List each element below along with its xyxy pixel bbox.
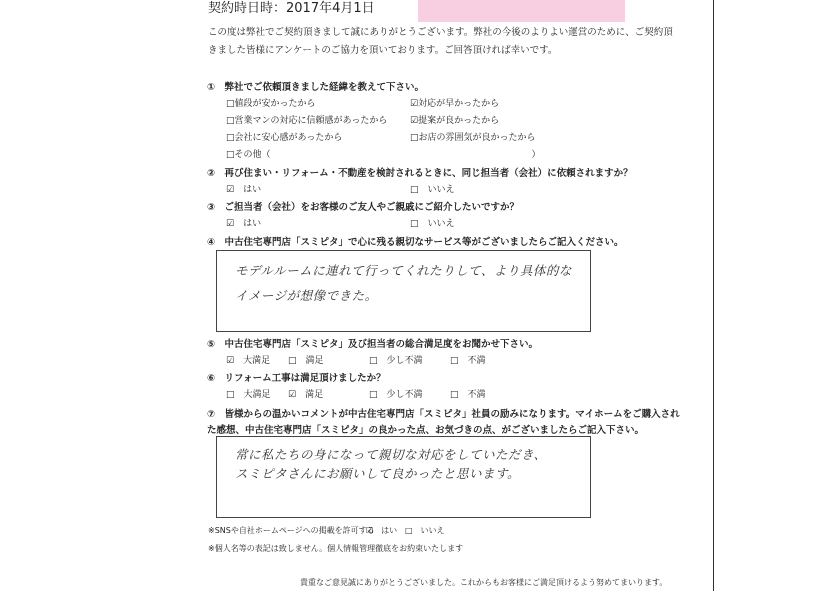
q3-yes[interactable]: ☑ はい	[226, 219, 262, 229]
q7-answer-line-1: 常に私たちの身になって親切な対応をしていただき、	[235, 447, 547, 462]
q5-dissatisfied[interactable]: □ 不満	[450, 356, 486, 366]
intro-line-1: この度は弊社でご契約頂きまして誠にありがとうございます。弊社の今後のよりよい運営のために、ご契約頂	[208, 27, 673, 38]
q6-satisfied[interactable]: ☑ 満足	[288, 390, 324, 400]
q6-very-satisfied[interactable]: □ 大満足	[226, 390, 271, 400]
q2-question: ② 再び住まい・リフォーム・不動産を検討されるときに、同じ担当者（会社）に依頼されますか？	[207, 168, 633, 179]
q5-question: ⑤ 中古住宅専門店「スミピタ」及び担当者の総合満足度をお聞かせ下さい。	[207, 339, 539, 350]
q1-option-proposal[interactable]: ☑提案が良かったから	[410, 116, 500, 126]
q1-option-fast[interactable]: ☑対応が早かったから	[410, 99, 500, 109]
q5-very-satisfied[interactable]: ☑ 大満足	[226, 356, 271, 366]
q7-question-line-1: ⑦ 皆様からの温かいコメントが中古住宅専門店「スミピタ」社員の励みになります。マイホームをご購入され	[207, 409, 680, 420]
q2-yes[interactable]: ☑ はい	[226, 185, 262, 195]
q7-answer-box[interactable]	[216, 436, 591, 518]
q6-slightly-dissatisfied[interactable]: □ 少し不満	[369, 390, 423, 400]
privacy-note: ※個人名等の表記は致しません。個人情報管理徹底をお約束いたします	[208, 544, 464, 553]
q7-answer-line-2: スミピタさんにお願いして良かったと思います。	[235, 466, 521, 481]
q4-answer-line-2: イメージが想像できた。	[235, 288, 378, 303]
intro-line-2: きました皆様にアンケートのご協力を頂いております。ご回答頂ければ幸いです。	[208, 45, 558, 56]
q4-answer-box[interactable]	[216, 250, 591, 332]
q6-question: ⑥ リフォーム工事は満足頂けましたか？	[207, 373, 386, 384]
sns-permission-note: ※SNSや自社ホームページへの掲載を許可する	[208, 526, 375, 535]
q1-question: ① 弊社でご依頼頂きました経緯を教えて下さい。	[207, 82, 425, 93]
q4-answer-line-1: モデルルームに連れて行ってくれたりして、より具体的な	[235, 263, 572, 278]
sns-no[interactable]: □ いいえ	[405, 526, 445, 535]
q1-option-atmosphere[interactable]: □お店の雰囲気が良かったから	[410, 133, 536, 143]
q1-option-company[interactable]: □会社に安心感があったから	[226, 133, 343, 143]
q7-question-line-2: た感想、中古住宅専門店「スミピタ」の良かった点、お気づきの点、がございましたらご記入下さい。	[207, 425, 645, 436]
pink-highlight	[418, 0, 625, 22]
sns-yes[interactable]: ☑ はい	[366, 526, 398, 535]
q4-question: ④ 中古住宅専門店「スミピタ」で心に残る親切なサービス等がございましたらご記入ください。	[207, 237, 624, 248]
q1-option-price[interactable]: □値段が安かったから	[226, 99, 316, 109]
footer-thanks: 貴重なご意見誠にありがとうございました。これからもお客様にご満足頂けるよう努めてまいります。	[300, 578, 668, 587]
q5-satisfied[interactable]: □ 満足	[288, 356, 324, 366]
q3-no[interactable]: □ いいえ	[410, 219, 455, 229]
page-edge-line	[713, 0, 714, 591]
q3-question: ③ ご担当者（会社）をお客様のご友人やご親戚にご紹介したいですか？	[207, 202, 520, 213]
q2-no[interactable]: □ いいえ	[410, 185, 455, 195]
q1-option-trust[interactable]: □営業マンの対応に信頼感があったから	[226, 116, 388, 126]
q6-dissatisfied[interactable]: □ 不満	[450, 390, 486, 400]
q1-option-other[interactable]: □その他（ ）	[226, 150, 541, 160]
q5-slightly-dissatisfied[interactable]: □ 少し不満	[369, 356, 423, 366]
contract-date: 契約時日時：2017年4月1日	[208, 1, 375, 16]
